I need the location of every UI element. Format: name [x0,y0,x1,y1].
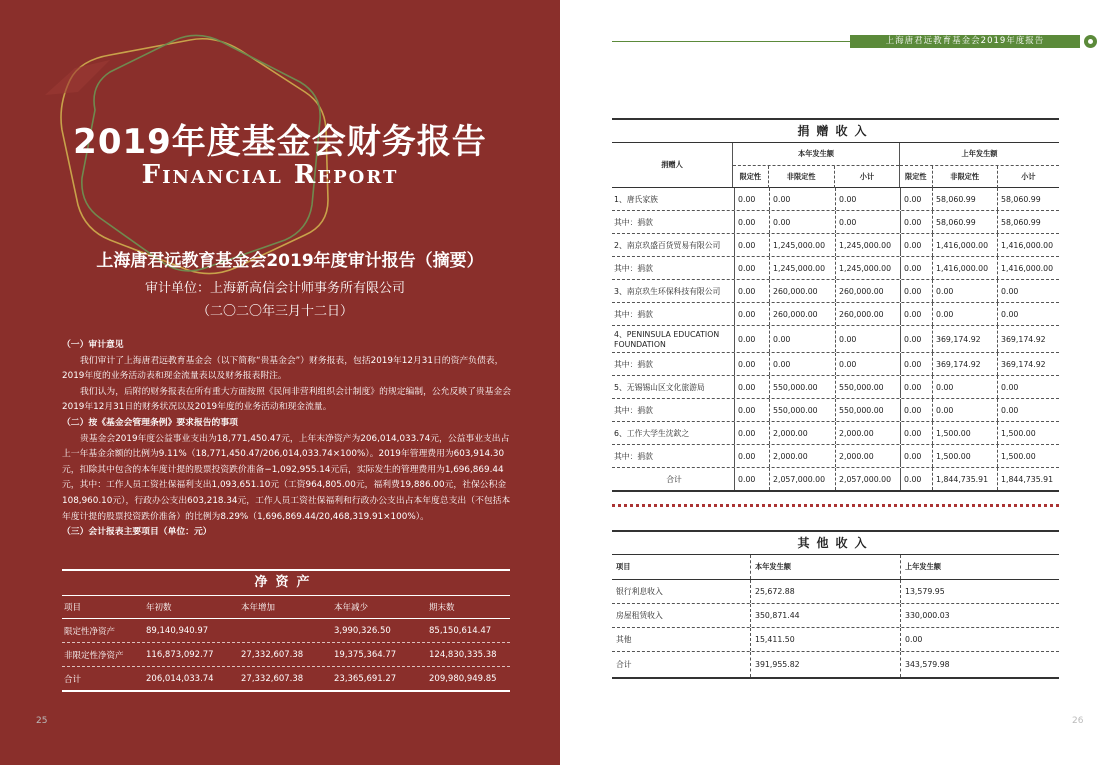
amount-cell: 550,000.00 [769,399,835,421]
column-header: 小计 [997,166,1059,188]
amount-cell: 1,245,000.00 [835,234,900,256]
amount-cell: 0.00 [900,257,932,279]
amount-cell: 0.00 [835,326,900,352]
amount-cell: 550,000.00 [835,399,900,421]
table-cell: 27,332,607.38 [241,673,304,684]
amount-cell: 2,000.00 [835,445,900,467]
running-header: 上海唐君远教育基金会2019年度报告 [850,35,1080,48]
column-header: 上年发生额 [900,555,1059,579]
amount-cell: 0.00 [900,326,932,352]
section-heading: （二）按《基金会管理条例》要求报告的事项 [62,417,238,428]
amount-cell: 550,000.00 [835,376,900,398]
donor-cell: 其中：捐款 [614,451,653,461]
report-subtitle: 上海唐君远教育基金会2019年度审计报告（摘要） [96,251,484,271]
paragraph: 我们认为，后附的财务报表在所有重大方面按照《民间非营利组织会计制度》的规定编制，公允反映了贵基金会2019年12月31日的财务状况以及2019年度的业务活动和现金流量。 [62,386,512,413]
sub-header-row [900,166,1059,188]
table-cell: 合计 [64,674,82,685]
amount-cell: 1,245,000.00 [769,234,835,256]
amount-cell: 260,000.00 [769,303,835,325]
donor-cell: 3、南京玖生环保科技有限公司 [614,286,721,296]
amount-cell: 0.00 [900,280,932,302]
table-row [612,628,1059,652]
table-cell: 89,140,940.97 [146,625,209,636]
amount-cell: 0.00 [900,468,932,490]
table-row-total [612,468,1059,492]
table-cell: 13,579.95 [900,580,1059,603]
amount-cell: 0.00 [769,326,835,352]
sub-header-row [733,166,899,188]
table-cell: 25,672.88 [750,580,900,603]
amount-cell: 1,500.00 [997,422,1059,444]
table-cell: 124,830,335.38 [429,649,497,660]
table-cell: 3,990,326.50 [334,625,391,636]
amount-cell: 58,060.99 [932,211,997,233]
report-date: （二〇二〇年三月十二日） [196,304,353,319]
table-cell: 限定性净资产 [64,626,116,637]
table-row [612,422,1059,445]
amount-cell: 2,057,000.00 [835,468,900,490]
column-group-header: 上年发生额 [900,143,1059,166]
net-assets-table [62,569,510,692]
donation-income-table [612,118,1059,492]
table-header-row [62,596,510,619]
donor-cell: 其中：捐款 [614,359,653,369]
amount-cell: 0.00 [900,376,932,398]
amount-cell: 2,057,000.00 [769,468,835,490]
amount-cell: 0.00 [734,303,769,325]
table-row [612,188,1059,211]
donor-cell: 5、无锡锡山区文化旅游局 [614,382,705,392]
donor-cell: 其中：捐款 [614,217,653,227]
header-group [732,143,899,187]
amount-cell: 0.00 [835,188,900,210]
paragraph: 我们审计了上海唐君远教育基金会（以下简称“贵基金会”）财务报表，包括2019年12月31日的资产负债表，2019年度的业务活动表和现金流量表以及财务报表附注。 [62,355,504,382]
amount-cell: 0.00 [734,234,769,256]
table-cell: 0.00 [900,628,1059,651]
table-row [612,399,1059,422]
column-header: 限定性 [905,172,927,181]
amount-cell: 0.00 [734,445,769,467]
amount-cell: 1,416,000.00 [932,257,997,279]
page-number: 25 [36,716,48,726]
page-title-english: Financial Report [141,160,399,190]
table-row [612,580,1059,604]
amount-cell: 0.00 [769,353,835,375]
column-header: 期末数 [429,603,455,613]
amount-cell: 0.00 [900,399,932,421]
table-row [612,303,1059,326]
table-cell: 19,375,364.77 [334,649,397,660]
amount-cell: 0.00 [900,234,932,256]
section-heading: （一）审计意见 [62,340,124,350]
column-header: 捐赠人 [661,160,683,169]
table-cell: 房屋租赁收入 [616,611,663,620]
amount-cell: 0.00 [734,280,769,302]
table-cell: 343,579.98 [900,652,1059,677]
table-cell: 其他 [616,635,632,644]
amount-cell: 1,844,735.91 [932,468,997,490]
table-cell: 23,365,691.27 [334,673,397,684]
table-row [612,353,1059,376]
table-row [612,445,1059,468]
table-cell: 27,332,607.38 [241,649,304,660]
table-cell: 非限定性净资产 [64,650,124,661]
table-cell: 116,873,092.77 [146,649,214,660]
amount-cell: 0.00 [932,280,997,302]
header-dot-icon [1084,35,1097,48]
table-row [612,257,1059,280]
amount-cell: 1,500.00 [997,445,1059,467]
amount-cell: 0.00 [769,211,835,233]
amount-cell: 369,174.92 [997,326,1059,352]
amount-cell: 1,844,735.91 [997,468,1059,490]
amount-cell: 1,500.00 [932,422,997,444]
amount-cell: 0.00 [900,422,932,444]
donor-cell: 合计 [666,474,682,484]
column-header: 限定性 [739,172,762,181]
table-row [612,234,1059,257]
table-cell: 银行利息收入 [616,587,663,596]
table-cell: 391,955.82 [750,652,900,677]
amount-cell: 58,060.99 [997,188,1059,210]
amount-cell: 550,000.00 [769,376,835,398]
amount-cell: 0.00 [734,468,769,490]
amount-cell: 0.00 [932,376,997,398]
amount-cell: 0.00 [734,353,769,375]
column-header: 项目 [616,562,631,571]
amount-cell: 260,000.00 [835,303,900,325]
amount-cell: 0.00 [997,280,1059,302]
amount-cell: 0.00 [997,399,1059,421]
right-page [560,0,1120,765]
amount-cell: 0.00 [734,188,769,210]
auditor-line: 审计单位：上海新高信会计师事务所有限公司 [144,281,405,296]
table-title: 其他收入 [612,530,1059,555]
amount-cell: 0.00 [900,445,932,467]
column-group-header: 本年发生额 [733,143,899,166]
table-title: 净资产 [62,569,510,596]
dotted-separator [612,504,1059,507]
table-cell: 350,871.44 [750,604,900,627]
amount-cell: 58,060.99 [997,211,1059,233]
header-group [899,143,1059,187]
donor-cell: 其中：捐款 [614,309,653,319]
donor-cell: 6、工作大学生沈欽之 [614,428,690,438]
table-row [612,280,1059,303]
table-row [62,619,510,643]
amount-cell: 369,174.92 [997,353,1059,375]
amount-cell: 2,000.00 [835,422,900,444]
amount-cell: 260,000.00 [769,280,835,302]
amount-cell: 0.00 [734,422,769,444]
table-row [612,376,1059,399]
amount-cell: 1,416,000.00 [932,234,997,256]
table-row-total [62,667,510,692]
amount-cell: 0.00 [835,211,900,233]
amount-cell: 0.00 [900,353,932,375]
amount-cell: 2,000.00 [769,422,835,444]
page-title: 2019年度基金会财务报告 [73,122,487,162]
column-header: 项目 [64,603,82,613]
amount-cell: 0.00 [900,211,932,233]
amount-cell: 369,174.92 [932,353,997,375]
page-number: 26 [1072,716,1084,726]
amount-cell: 0.00 [997,303,1059,325]
donor-cell: 2、南京玖盛百货贸易有限公司 [614,240,721,250]
donation-rows [612,188,1059,492]
table-row-total [612,652,1059,679]
table-row [612,604,1059,628]
column-header: 本年增加 [241,603,276,613]
donor-cell: 其中：捐款 [614,263,653,273]
amount-cell: 0.00 [769,188,835,210]
amount-cell: 0.00 [997,376,1059,398]
table-cell: 合计 [616,660,632,669]
amount-cell: 0.00 [734,399,769,421]
amount-cell: 1,500.00 [932,445,997,467]
amount-cell: 1,416,000.00 [997,257,1059,279]
amount-cell: 2,000.00 [769,445,835,467]
amount-cell: 0.00 [835,353,900,375]
column-header: 本年发生额 [750,555,900,579]
report-body [62,338,512,541]
column-header: 小计 [834,166,899,188]
table-title: 捐赠收入 [612,118,1059,143]
donor-cell: 4、PENINSULA EDUCATION FOUNDATION [614,330,720,349]
header-rule [612,41,850,42]
table-cell: 330,000.03 [900,604,1059,627]
amount-cell: 1,245,000.00 [769,257,835,279]
table-cell: 85,150,614.47 [429,625,492,636]
column-header: 本年减少 [334,603,369,613]
column-header: 非限定性 [768,166,834,188]
amount-cell: 0.00 [734,257,769,279]
amount-cell: 1,245,000.00 [835,257,900,279]
table-row [62,643,510,667]
column-header: 非限定性 [932,166,997,188]
other-income-table [612,530,1059,679]
amount-cell: 0.00 [932,399,997,421]
paragraph: 贵基金会2019年度公益事业支出为18,771,450.47元，上年末净资产为206,014,033.74元，公益事业支出占上一年基金余额的比例为9.11%（18,771,450.47/206,014,033.74×100%）。2019年管理费用为603,914.30元，扣除其中包含的本年度计提的股票投资跌价准备−1,092,955.14元后，实际发生的管理费用为1,696,869.44元，其中：工作人员工资社保福利支出1,093,651.10元（工资964,805.00元，福利费19,886.00元，社保公积金108,960.10元），行政办公支出603,218.34元，工作人员工资社保福利和行政办公支出占本年度总支出（不包括本年度计提的股票投资跌价准备）的比例为8.29%（1,696,869.44/20,468,319.91×100%）。 [62,433,511,522]
amount-cell: 1,416,000.00 [997,234,1059,256]
table-row [612,326,1059,353]
amount-cell: 0.00 [734,326,769,352]
table-header-row [612,555,1059,580]
table-row [612,211,1059,234]
amount-cell: 0.00 [900,303,932,325]
section-heading: （三）会计报表主要项目（单位：元） [62,527,212,538]
table-header [612,143,1059,188]
column-header: 年初数 [146,603,172,613]
amount-cell: 369,174.92 [932,326,997,352]
table-cell: 206,014,033.74 [146,673,214,684]
amount-cell: 0.00 [900,188,932,210]
table-cell: 209,980,949.85 [429,673,497,684]
amount-cell: 0.00 [734,211,769,233]
donor-cell: 其中：捐款 [614,405,653,415]
amount-cell: 0.00 [932,303,997,325]
donor-cell: 1、唐氏家族 [614,194,658,204]
amount-cell: 58,060.99 [932,188,997,210]
table-cell: 15,411.50 [750,628,900,651]
amount-cell: 260,000.00 [835,280,900,302]
amount-cell: 0.00 [734,376,769,398]
